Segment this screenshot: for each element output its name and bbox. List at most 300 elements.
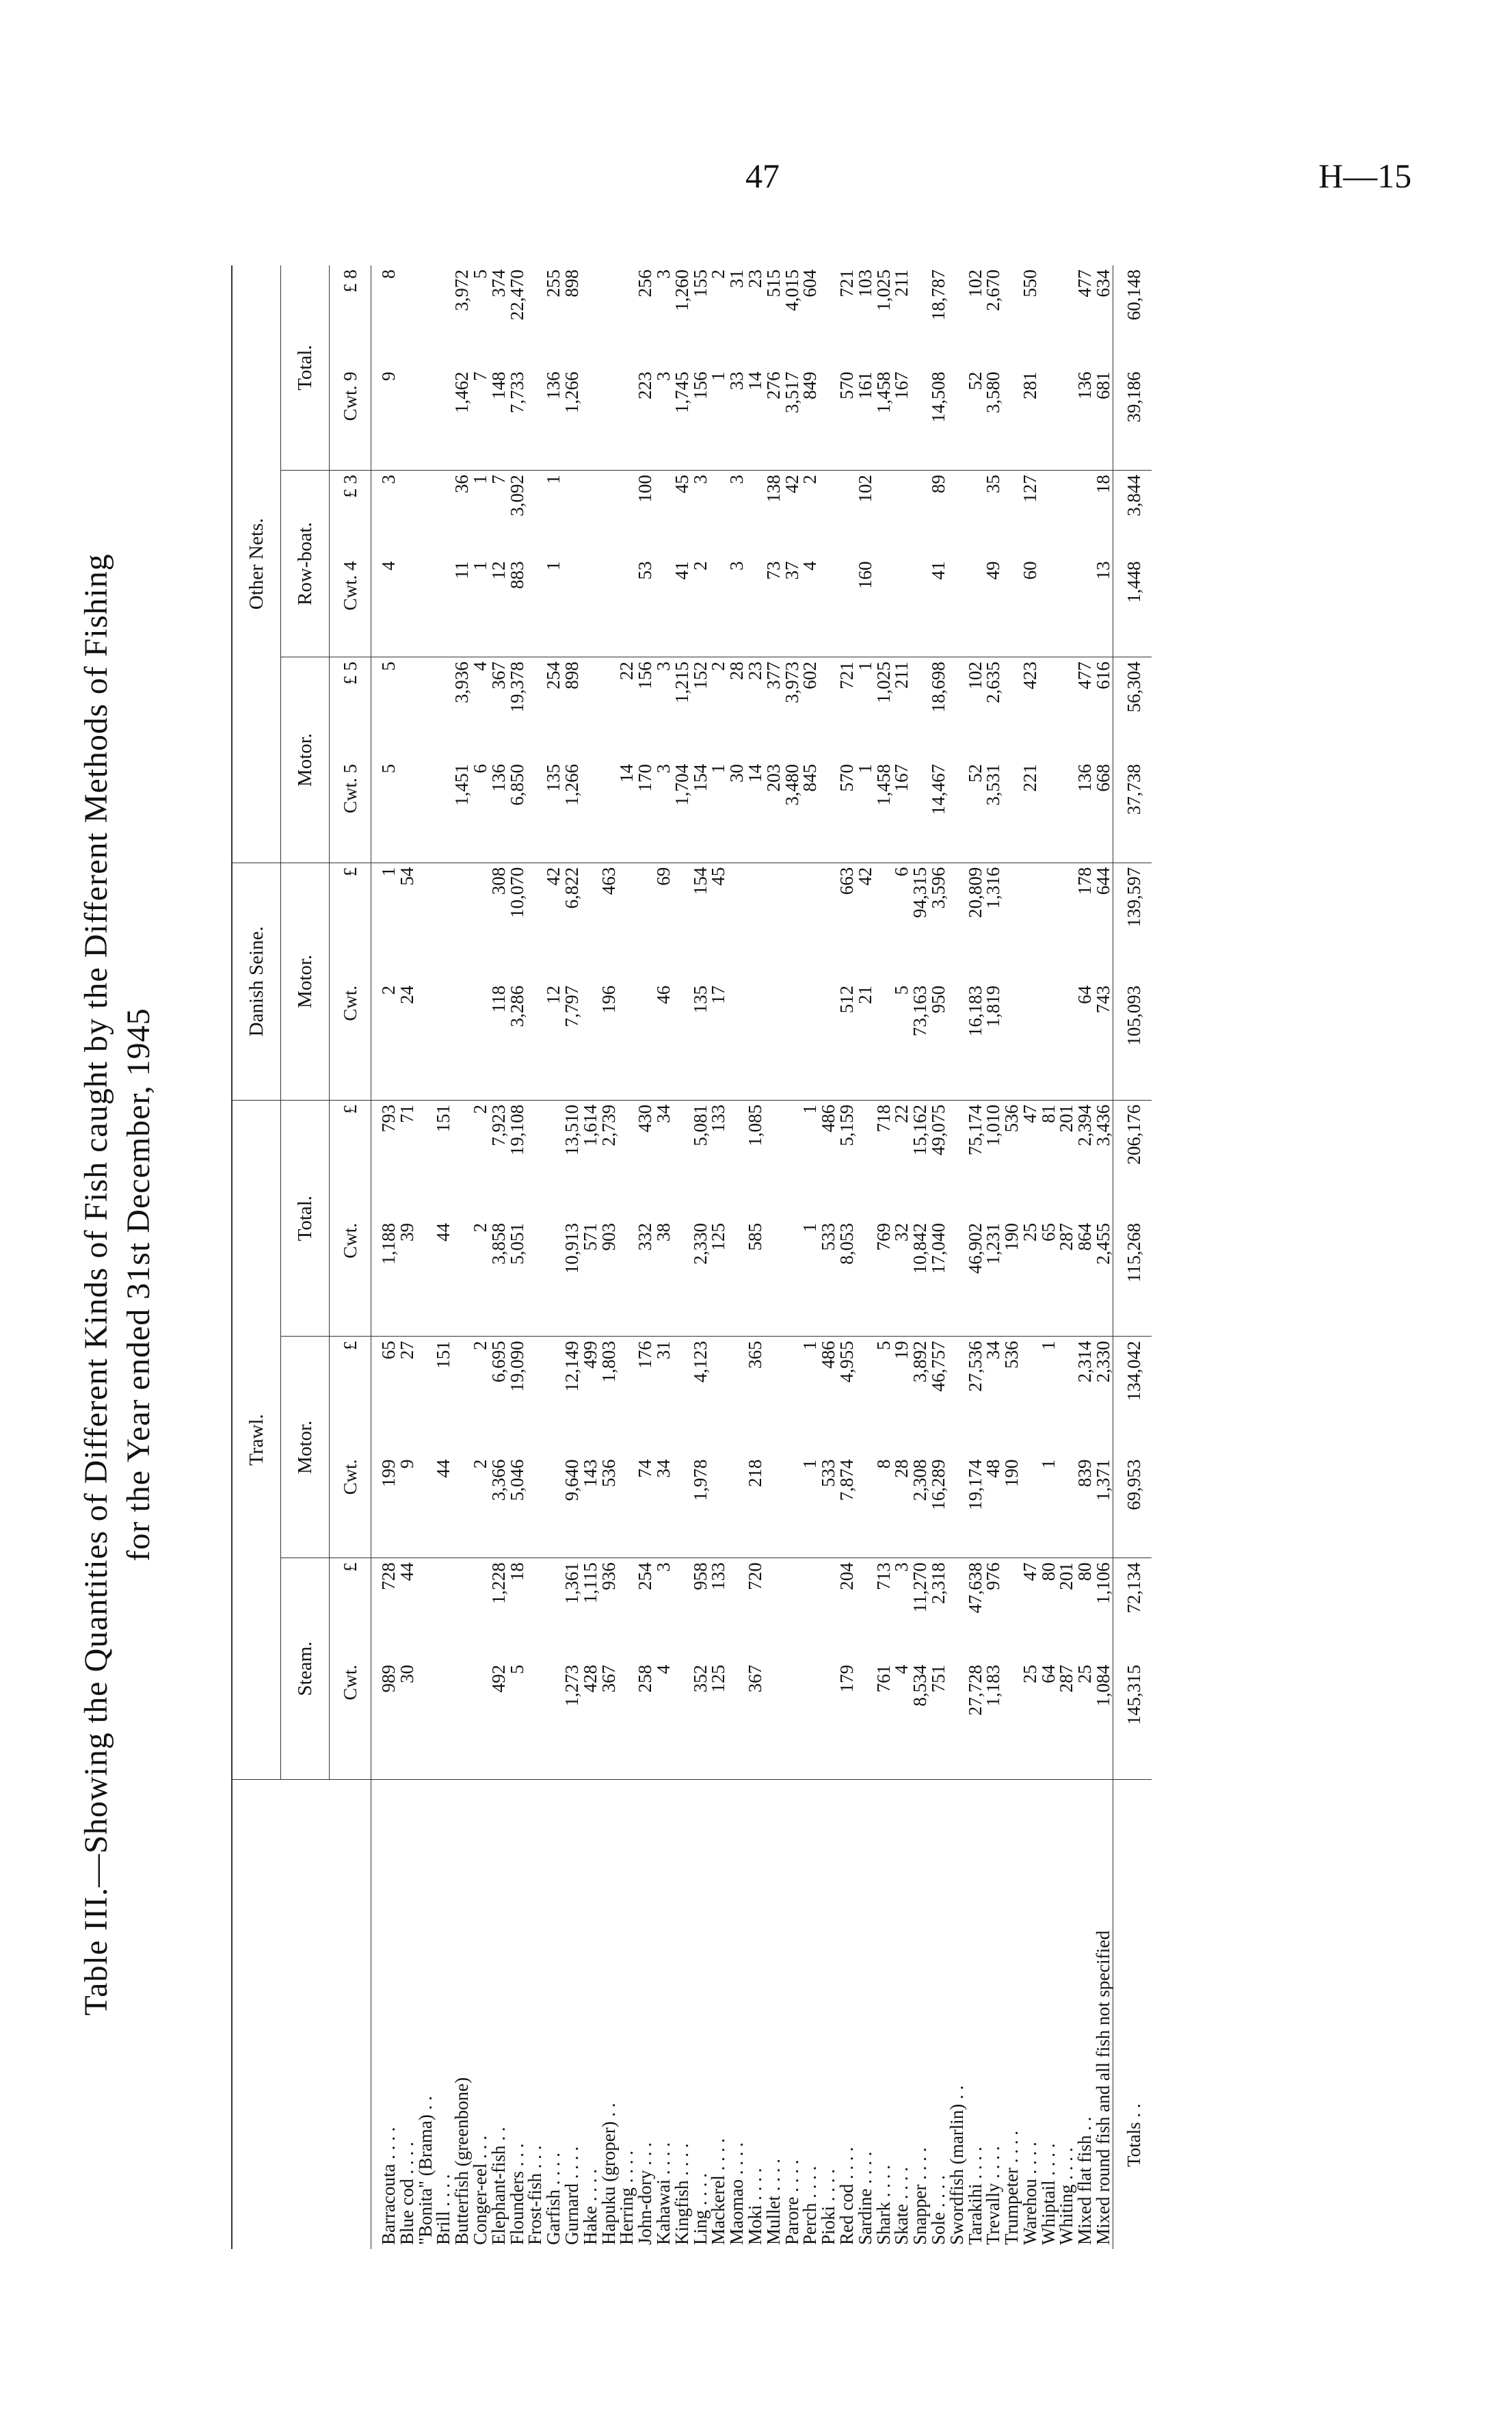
table-cell	[1057, 657, 1076, 760]
table-cell	[819, 557, 838, 657]
table-cell	[526, 557, 544, 657]
table-row	[398, 265, 416, 2249]
table-cell: 127	[1019, 475, 1040, 503]
table-cell	[673, 1455, 691, 1558]
table-cell: 1,115	[579, 1562, 600, 1603]
table-cell: 743	[1094, 982, 1113, 1101]
fish-name: Skate . . . .	[891, 2167, 912, 2245]
table-cell: 3	[726, 475, 747, 484]
table-cell	[1039, 657, 1058, 760]
table-cell: 903	[600, 1219, 618, 1337]
table-cell	[819, 657, 838, 760]
header-nets-total: Total.	[281, 265, 330, 471]
table-cell: 100	[635, 475, 656, 503]
unit-header: £	[330, 1337, 371, 1456]
unit-header: Cwt.	[330, 1661, 371, 1780]
table-row	[728, 265, 746, 2249]
table-cell: 423	[1019, 661, 1040, 689]
table-cell: 3,973	[781, 661, 802, 704]
table-cell	[1039, 265, 1058, 367]
table-cell	[581, 863, 600, 982]
table-cell	[892, 557, 911, 657]
table-cell: 125	[709, 1661, 728, 1780]
table-cell	[453, 1337, 471, 1456]
table-cell: 1	[543, 475, 564, 484]
table-cell	[911, 760, 929, 863]
table-cell: 1	[709, 760, 728, 863]
table-cell	[801, 982, 819, 1101]
table-cell	[544, 1558, 563, 1661]
table-cell: 136	[544, 367, 563, 470]
table-row	[801, 265, 819, 2249]
table-cell: 25	[1021, 1219, 1039, 1337]
table-row	[434, 265, 453, 2249]
table-cell: 135	[544, 760, 563, 863]
table-cell	[783, 1661, 801, 1780]
table-cell	[581, 760, 600, 863]
table-cell	[819, 863, 838, 982]
table-cell: 80	[1037, 1562, 1059, 1581]
table-cell	[471, 982, 490, 1101]
table-cell: 1	[854, 661, 875, 671]
table-cell: 135	[691, 982, 710, 1101]
table-cell	[471, 1661, 490, 1780]
table-cell	[563, 471, 581, 557]
table-cell	[765, 1337, 783, 1456]
fish-name: John-dory . . .	[635, 2142, 656, 2245]
table-cell	[728, 1661, 746, 1780]
table-row	[875, 265, 893, 2249]
table-cell: 3	[654, 367, 673, 470]
table-cell: 136	[1076, 367, 1094, 470]
table-cell: 793	[378, 1104, 399, 1133]
table-cell	[673, 863, 691, 982]
table-cell	[526, 657, 544, 760]
table-cell: 118	[490, 982, 508, 1101]
table-cell: 48	[984, 1455, 1003, 1558]
table-cell: 44	[434, 1219, 453, 1337]
table-cell	[948, 557, 966, 657]
table-cell	[746, 982, 765, 1101]
table-cell: 6,695	[488, 1341, 509, 1383]
table-cell: 4	[892, 1661, 911, 1780]
table-cell: 4,955	[836, 1341, 857, 1383]
table-cell	[453, 1100, 471, 1219]
table-cell	[526, 1337, 544, 1456]
table-cell: 42	[543, 867, 564, 886]
fish-name: Gurnard . . . .	[561, 2146, 582, 2245]
table-cell: 3,531	[984, 760, 1003, 863]
table-cell: 515	[762, 270, 784, 298]
unit-header: Cwt. 9	[330, 367, 371, 470]
table-cell	[911, 657, 929, 760]
table-cell: 1,266	[563, 760, 581, 863]
fish-name: Red cod . . . .	[836, 2146, 857, 2245]
table-cell	[765, 863, 783, 982]
table-cell: 5,051	[508, 1219, 527, 1337]
table-cell	[526, 1455, 544, 1558]
table-row	[471, 265, 490, 2249]
table-cell: 3,436	[1093, 1104, 1114, 1146]
fish-name: Mixed round fish and all fish not specified	[1093, 1930, 1114, 2245]
table-cell: 53	[636, 557, 654, 657]
fish-name: Flounders . . .	[506, 2143, 527, 2245]
table-cell	[581, 471, 600, 557]
table-cell: 1,458	[875, 760, 893, 863]
table-cell	[948, 265, 966, 367]
header-row-groups	[232, 265, 281, 2249]
table-cell: 18	[1093, 475, 1114, 494]
table-cell: 12,149	[561, 1341, 582, 1392]
table-cell	[673, 1558, 691, 1661]
table-cell	[1021, 863, 1039, 982]
table-cell	[618, 1219, 636, 1337]
table-cell: 71	[396, 1104, 417, 1123]
table-cell	[948, 1337, 966, 1456]
table-cell: 7,797	[563, 982, 581, 1101]
table-cell: 8	[378, 270, 399, 279]
table-row	[581, 265, 600, 2249]
table-cell: 2,314	[1074, 1341, 1096, 1383]
table-cell: 10,070	[506, 867, 527, 918]
table-cell: 1	[799, 1341, 821, 1350]
table-cell: 34	[654, 1455, 673, 1558]
table-cell	[856, 1661, 875, 1780]
table-cell: 1,084	[1094, 1661, 1113, 1780]
fish-name: Moki . . . .	[744, 2168, 765, 2245]
table-cell	[526, 367, 544, 470]
table-cell	[416, 1219, 435, 1337]
table-cell	[526, 265, 544, 367]
table-cell	[765, 1100, 783, 1219]
table-cell: 10,842	[911, 1219, 929, 1337]
table-cell: 533	[819, 1455, 838, 1558]
table-row	[618, 265, 636, 2249]
table-cell	[618, 982, 636, 1101]
fish-name: Mackerel . . . .	[708, 2138, 729, 2245]
table-cell	[709, 1455, 728, 1558]
table-cell	[416, 471, 435, 557]
table-cell: 19	[891, 1341, 912, 1360]
table-cell: 550	[1019, 270, 1040, 298]
table-cell: 1,273	[563, 1661, 581, 1780]
table-cell: 6,822	[561, 867, 582, 909]
table-cell: 160	[856, 557, 875, 657]
table-cell: 170	[636, 760, 654, 863]
table-cell	[453, 982, 471, 1101]
table-cell: 3	[378, 475, 399, 484]
table-cell	[600, 760, 618, 863]
fish-name: Frost-fish . . .	[525, 2145, 546, 2245]
table-cell: 49	[984, 557, 1003, 657]
fish-name: Barracouta . . . .	[378, 2127, 399, 2245]
table-cell: 499	[579, 1341, 600, 1369]
table-cell: 41	[929, 557, 948, 657]
table-cell	[581, 557, 600, 657]
table-cell: 2,394	[1074, 1104, 1096, 1146]
header-trawl-steam: Steam.	[281, 1558, 330, 1780]
table-cell	[544, 1219, 563, 1337]
table-title-line-1: Table III.—Showing the Quantities of Different Kinds of Fish caught by the Different Methods of Fishing	[78, 553, 114, 2016]
table-cell: 1,458	[875, 367, 893, 470]
table-cell: 769	[875, 1219, 893, 1337]
fish-name: Whiptail . . . .	[1037, 2143, 1059, 2245]
table-cell: 950	[929, 982, 948, 1101]
table-cell	[416, 760, 435, 863]
table-cell	[600, 367, 618, 470]
table-cell: 44	[396, 1562, 417, 1581]
table-cell	[600, 657, 618, 760]
table-cell	[856, 1219, 875, 1337]
table-cell	[838, 471, 856, 557]
table-cell: 190	[1003, 1219, 1021, 1337]
table-cell: 14,508	[929, 367, 948, 470]
table-cell	[1003, 265, 1021, 367]
table-cell	[856, 1558, 875, 1661]
fish-name: Sole . . . .	[927, 2174, 949, 2245]
table-row	[929, 265, 948, 2249]
table-cell: 133	[708, 1562, 729, 1590]
table-cell: 156	[691, 367, 710, 470]
table-cell	[948, 1558, 966, 1661]
table-cell: 11,270	[910, 1562, 931, 1613]
table-cell	[746, 863, 765, 982]
table-cell	[911, 557, 929, 657]
fish-name: Brill . . . .	[433, 2174, 454, 2245]
table-title	[75, 361, 160, 2208]
table-cell	[948, 367, 966, 470]
table-title-line-2: for the Year ended 31st December, 1945	[120, 1008, 157, 1562]
table-cell	[398, 265, 416, 367]
table-cell	[875, 471, 893, 557]
table-row	[892, 265, 911, 2249]
table-cell	[434, 1558, 453, 1661]
table-cell	[948, 1455, 966, 1558]
table-cell: 3	[652, 270, 674, 279]
table-cell	[544, 1100, 563, 1219]
table-cell: 254	[543, 661, 564, 689]
table-cell: 102	[854, 475, 875, 503]
table-cell: 94,315	[910, 867, 931, 918]
table-cell: 64	[1076, 982, 1094, 1101]
table-cell	[398, 557, 416, 657]
fish-name: Perch . . . .	[799, 2166, 821, 2245]
table-cell: 167	[892, 367, 911, 470]
table-cell: 1,106	[1093, 1562, 1114, 1604]
table-cell: 1	[378, 867, 399, 877]
table-cell	[728, 1558, 746, 1661]
table-cell	[911, 367, 929, 470]
table-cell	[1057, 557, 1076, 657]
totals-cell: 39,186	[1113, 367, 1152, 470]
table-cell: 23	[744, 270, 765, 288]
totals-cell: 105,093	[1113, 982, 1152, 1101]
table-cell	[654, 471, 673, 557]
table-cell: 634	[1093, 270, 1114, 298]
table-cell	[581, 367, 600, 470]
table-cell: 1,231	[984, 1219, 1003, 1337]
table-cell: 1,371	[1094, 1455, 1113, 1558]
table-cell	[948, 863, 966, 982]
table-cell: 15,162	[910, 1104, 931, 1156]
header-danish-seine: Danish Seine.	[232, 863, 281, 1100]
table-cell: 136	[1076, 760, 1094, 863]
table-cell	[966, 471, 985, 557]
table-cell: 27,728	[966, 1661, 985, 1780]
table-cell	[618, 1337, 636, 1456]
table-cell: 46,757	[927, 1341, 949, 1392]
fish-name: Sardine . . . .	[854, 2151, 875, 2245]
table-cell	[398, 760, 416, 863]
table-cell	[892, 471, 911, 557]
header-trawl: Trawl.	[232, 1100, 281, 1779]
table-cell: 19,174	[966, 1455, 985, 1558]
unit-header: £ 8	[330, 265, 371, 367]
table-cell: 21	[856, 982, 875, 1101]
header-fish-kind	[232, 1780, 371, 2250]
table-cell: 45	[708, 867, 729, 886]
table-cell	[416, 265, 435, 367]
table-cell: 428	[581, 1661, 600, 1780]
table-cell: 254	[635, 1562, 656, 1590]
table-cell: 34	[652, 1104, 674, 1123]
table-cell: 151	[433, 1341, 454, 1369]
table-cell	[581, 657, 600, 760]
table-cell: 7,874	[838, 1455, 856, 1558]
table-cell: 849	[801, 367, 819, 470]
table-cell: 256	[635, 270, 656, 298]
table-cell: 477	[1074, 270, 1096, 298]
table-cell: 570	[838, 367, 856, 470]
table-cell	[728, 863, 746, 982]
fish-name: Warehou . . . .	[1019, 2142, 1040, 2245]
table-cell: 4	[371, 557, 398, 657]
table-cell: 1,745	[673, 367, 691, 470]
table-cell: 365	[744, 1341, 765, 1369]
table-cell: 16,289	[929, 1455, 948, 1558]
table-cell: 2	[471, 1219, 490, 1337]
table-cell: 4	[801, 557, 819, 657]
table-cell	[819, 1661, 838, 1780]
table-cell: 3	[652, 661, 674, 671]
table-cell: 7,923	[488, 1104, 509, 1146]
table-cell: 728	[378, 1562, 399, 1590]
table-cell: 883	[508, 557, 527, 657]
table-cell: 1,085	[744, 1104, 765, 1146]
table-cell: 2,670	[983, 270, 1004, 311]
table-cell	[453, 1661, 471, 1780]
header-nets-rowboat: Row-boat.	[281, 471, 330, 657]
table-cell	[1003, 367, 1021, 470]
table-cell: 1,803	[598, 1341, 619, 1383]
table-cell	[838, 557, 856, 657]
table-cell	[1057, 982, 1076, 1101]
table-cell: 9,640	[563, 1455, 581, 1558]
fish-catch-table	[231, 265, 1152, 2249]
table-row	[856, 265, 875, 2249]
table-cell: 9	[398, 1455, 416, 1558]
table-cell	[1003, 471, 1021, 557]
table-cell	[765, 1558, 783, 1661]
header-trawl-total: Total.	[281, 1100, 330, 1336]
table-cell	[673, 1337, 691, 1456]
table-cell: 839	[1076, 1455, 1094, 1558]
table-cell: 10,913	[563, 1219, 581, 1337]
table-cell: 287	[1057, 1219, 1076, 1337]
table-cell	[801, 863, 819, 982]
table-cell: 47,638	[964, 1562, 985, 1614]
table-cell: 73,163	[911, 982, 929, 1101]
table-cell	[1057, 1337, 1076, 1456]
table-row	[563, 265, 581, 2249]
table-cell: 751	[929, 1661, 948, 1780]
table-cell: 28	[892, 1455, 911, 1558]
table-cell	[618, 557, 636, 657]
totals-cell: 115,268	[1113, 1219, 1152, 1337]
table-cell	[856, 1100, 875, 1219]
table-cell: 22	[891, 1104, 912, 1123]
table-cell: 201	[1056, 1104, 1077, 1133]
table-cell: 69	[652, 867, 674, 886]
fish-name: Herring . . . .	[616, 2151, 637, 2245]
table-cell: 138	[762, 475, 784, 503]
table-cell: 65	[1039, 1219, 1058, 1337]
fish-name: Kingfish . . . .	[671, 2143, 692, 2245]
table-cell: 936	[598, 1562, 619, 1590]
table-cell: 12	[490, 557, 508, 657]
table-cell: 179	[838, 1661, 856, 1780]
table-cell	[746, 557, 765, 657]
unit-header: £ 5	[330, 657, 371, 760]
table-cell	[948, 657, 966, 760]
table-cell: 6	[891, 867, 912, 877]
table-cell: 23	[744, 661, 765, 681]
table-cell	[618, 471, 636, 557]
table-cell	[581, 265, 600, 367]
table-row	[416, 265, 435, 2249]
table-cell: 898	[561, 661, 582, 689]
table-cell: 2,635	[983, 661, 1004, 704]
table-cell: 74	[636, 1455, 654, 1558]
table-cell: 47	[1019, 1562, 1040, 1581]
table-cell	[948, 760, 966, 863]
table-cell: 258	[636, 1661, 654, 1780]
table-cell	[875, 982, 893, 1101]
table-cell	[709, 557, 728, 657]
table-cell	[434, 863, 453, 982]
table-cell: 102	[964, 661, 985, 689]
table-cell: 154	[691, 760, 710, 863]
table-cell: 52	[966, 760, 985, 863]
table-cell	[783, 1558, 801, 1661]
table-cell	[728, 1455, 746, 1558]
table-cell: 133	[708, 1104, 729, 1133]
table-cell: 1	[1037, 1341, 1059, 1350]
table-cell: 3,286	[508, 982, 527, 1101]
table-cell: 3,972	[451, 270, 473, 311]
table-cell: 7	[471, 367, 490, 470]
table-cell: 1,978	[691, 1455, 710, 1558]
totals-cell: 72,134	[1113, 1558, 1152, 1661]
table-cell	[1057, 265, 1076, 367]
table-cell	[416, 982, 435, 1101]
table-cell: 5	[508, 1661, 527, 1780]
table-cell: 22	[616, 661, 637, 681]
table-row	[654, 265, 673, 2249]
rotated-table-wrapper	[231, 265, 1455, 2249]
table-cell: 536	[600, 1455, 618, 1558]
table-cell	[783, 863, 801, 982]
